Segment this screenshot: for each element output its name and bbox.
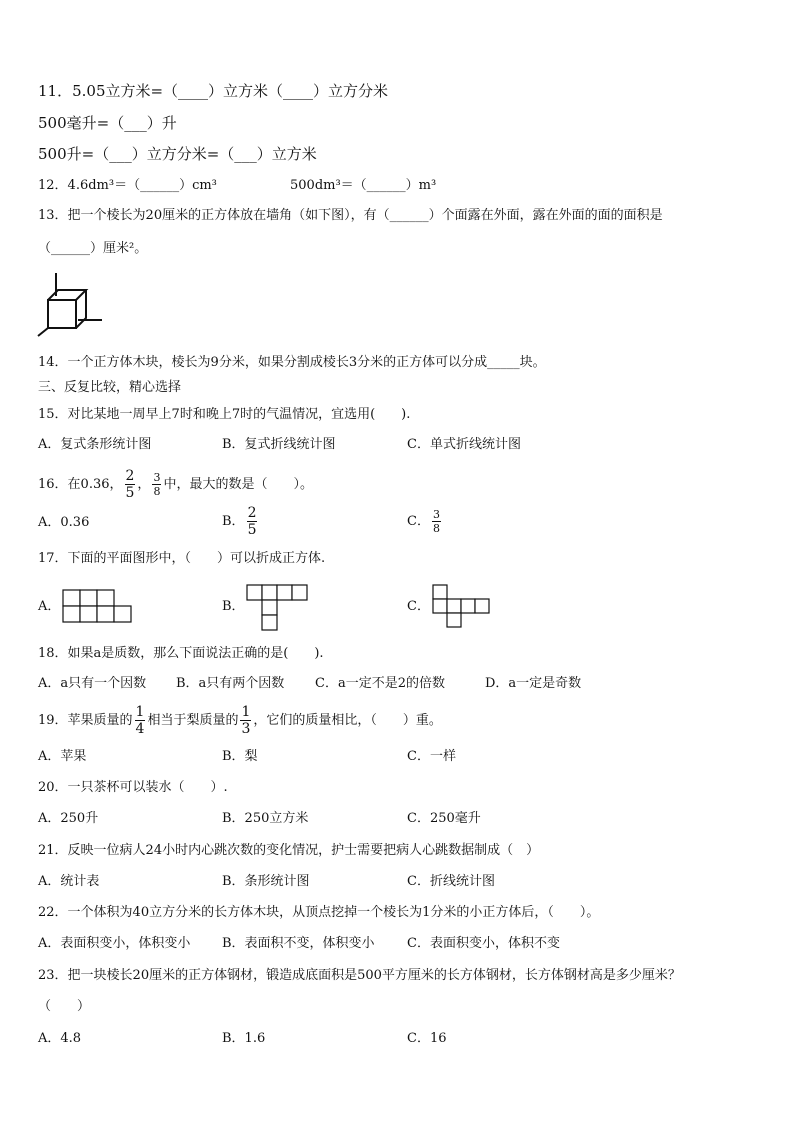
- q21-option-c[interactable]: C．折线统计图: [407, 874, 495, 889]
- q16-option-b-label: B．: [222, 514, 245, 529]
- q13-line2: （______）厘米²。: [38, 241, 148, 256]
- q23-stem: 23．把一块棱长20厘米的正方体钢材，锻造成底面积是500平方厘米的长方体钢材，长方体钢材高是多少厘米？: [38, 968, 681, 983]
- q20-option-c[interactable]: C．250毫升: [407, 811, 481, 826]
- cube-corner-figure: [36, 268, 106, 338]
- q20-option-b[interactable]: B．250立方米: [222, 811, 309, 826]
- q19-option-a[interactable]: A．苹果: [38, 749, 87, 764]
- floor-edge-diagonal: [38, 328, 48, 336]
- q17-net-a: [62, 589, 132, 625]
- cube-front-face: [48, 300, 76, 328]
- q19-stem-pre: 19．苹果质量的: [38, 713, 133, 728]
- q16-b-num: 2: [247, 505, 257, 521]
- q16-stem: [38, 468, 313, 501]
- q16-option-c-fraction: [432, 508, 441, 535]
- q18-option-a[interactable]: A．a只有一个因数: [38, 676, 147, 691]
- q19-stem: [38, 704, 442, 737]
- q16-sep: ，: [137, 477, 151, 492]
- q20-stem: 20．一只茶杯可以装水（ ）.: [38, 780, 228, 795]
- q22-option-b[interactable]: B．表面积不变，体积变小: [222, 936, 375, 951]
- q22-stem: 22．一个体积为40立方分米的长方体木块，从顶点挖掉一个棱长为1分米的小正方体后，（ ）。: [38, 905, 600, 920]
- q16-stem-pre: 16．在0.36，: [38, 477, 123, 492]
- q19-f1-den: 4: [135, 721, 145, 737]
- q21-stem: 21．反映一位病人24小时内心跳次数的变化情况，护士需要把病人心跳数据制成（ ）: [38, 843, 540, 858]
- q23-option-b[interactable]: B．1.6: [222, 1031, 266, 1046]
- q16-fraction-2-5: [125, 468, 136, 501]
- q22-option-c[interactable]: C．表面积变小，体积不变: [407, 936, 560, 951]
- q19-fraction-1-4: [135, 704, 146, 737]
- q16-option-c[interactable]: [407, 505, 443, 539]
- q19-fraction-1-3: [240, 704, 251, 737]
- q19-stem-mid: 相当于梨质量的: [147, 713, 239, 728]
- q16-f1-den: 5: [125, 485, 135, 501]
- section-3-title: 三、反复比较，精心选择: [38, 380, 182, 395]
- q16-option-a[interactable]: A．0.36: [38, 515, 90, 530]
- q19-f2-num: 1: [241, 704, 251, 720]
- q16-c-num: 3: [432, 508, 440, 521]
- cube-top-face: [48, 290, 86, 300]
- q17-stem: 17．下面的平面图形中，（ ）可以折成正方体.: [38, 551, 326, 566]
- q16-c-den: 8: [432, 522, 440, 535]
- q15-option-b[interactable]: B．复式折线统计图: [222, 437, 336, 452]
- q15-option-c[interactable]: C．单式折线统计图: [407, 437, 521, 452]
- q16-fraction-3-8: [152, 471, 161, 498]
- q16-f2-den: 8: [153, 485, 161, 498]
- q16-stem-post: 中，最大的数是（ ）。: [163, 477, 313, 492]
- q15-option-a[interactable]: A．复式条形统计图: [38, 437, 152, 452]
- q17-option-b[interactable]: B．: [222, 599, 245, 614]
- q18-option-d[interactable]: D．a一定是奇数: [485, 676, 582, 691]
- q19-stem-post: ，它们的质量相比，（ ）重。: [253, 713, 442, 728]
- q17-option-c[interactable]: C．: [407, 599, 430, 614]
- q18-option-c[interactable]: C．a一定不是2的倍数: [315, 676, 445, 691]
- q17-net-b: [246, 584, 316, 634]
- q16-f1-num: 2: [125, 468, 135, 484]
- q19-f1-num: 1: [135, 704, 145, 720]
- q16-option-b[interactable]: [222, 505, 259, 539]
- q11-line3: 500升=（___）立方分米=（___）立方米: [38, 145, 317, 163]
- q23-option-c[interactable]: C．16: [407, 1031, 447, 1046]
- q17-option-a[interactable]: A．: [38, 599, 61, 614]
- q22-option-a[interactable]: A．表面积变小，体积变小: [38, 936, 191, 951]
- q19-f2-den: 3: [241, 721, 251, 737]
- q19-option-c[interactable]: C．一样: [407, 749, 456, 764]
- q16-b-den: 5: [247, 522, 257, 538]
- q18-option-b[interactable]: B．a只有两个因数: [176, 676, 285, 691]
- q18-stem: 18．如果a是质数，那么下面说法正确的是( ).: [38, 646, 324, 661]
- q16-option-c-label: C．: [407, 514, 430, 529]
- q21-option-b[interactable]: B．条形统计图: [222, 874, 310, 889]
- q14-stem: 14．一个正方体木块，棱长为9分米，如果分割成棱长3分米的正方体可以分成_____块。: [38, 355, 546, 370]
- q13-line1: 13．把一个棱长为20厘米的正方体放在墙角（如下图），有（______）个面露在外面，露在外面的面的面积是: [38, 208, 663, 223]
- q12-part2: 500dm³＝（______）m³: [290, 178, 437, 193]
- q12-part1: 12．4.6dm³＝（______）cm³: [38, 178, 217, 193]
- q17-net-c: [432, 584, 494, 634]
- q21-option-a[interactable]: A．统计表: [38, 874, 100, 889]
- q16-option-b-fraction: [247, 505, 258, 538]
- q15-stem: 15．对比某地一周早上7时和晚上7时的气温情况，宜选用( ).: [38, 407, 411, 422]
- q16-f2-num: 3: [153, 471, 161, 484]
- q23-paren: （ ）: [38, 999, 91, 1014]
- q19-option-b[interactable]: B．梨: [222, 749, 258, 764]
- q20-option-a[interactable]: A．250升: [38, 811, 99, 826]
- q11-line2: 500毫升=（___）升: [38, 114, 177, 132]
- q23-option-a[interactable]: A．4.8: [38, 1031, 82, 1046]
- q11-line1: 11．5.05立方米=（____）立方米（____）立方分米: [38, 82, 389, 100]
